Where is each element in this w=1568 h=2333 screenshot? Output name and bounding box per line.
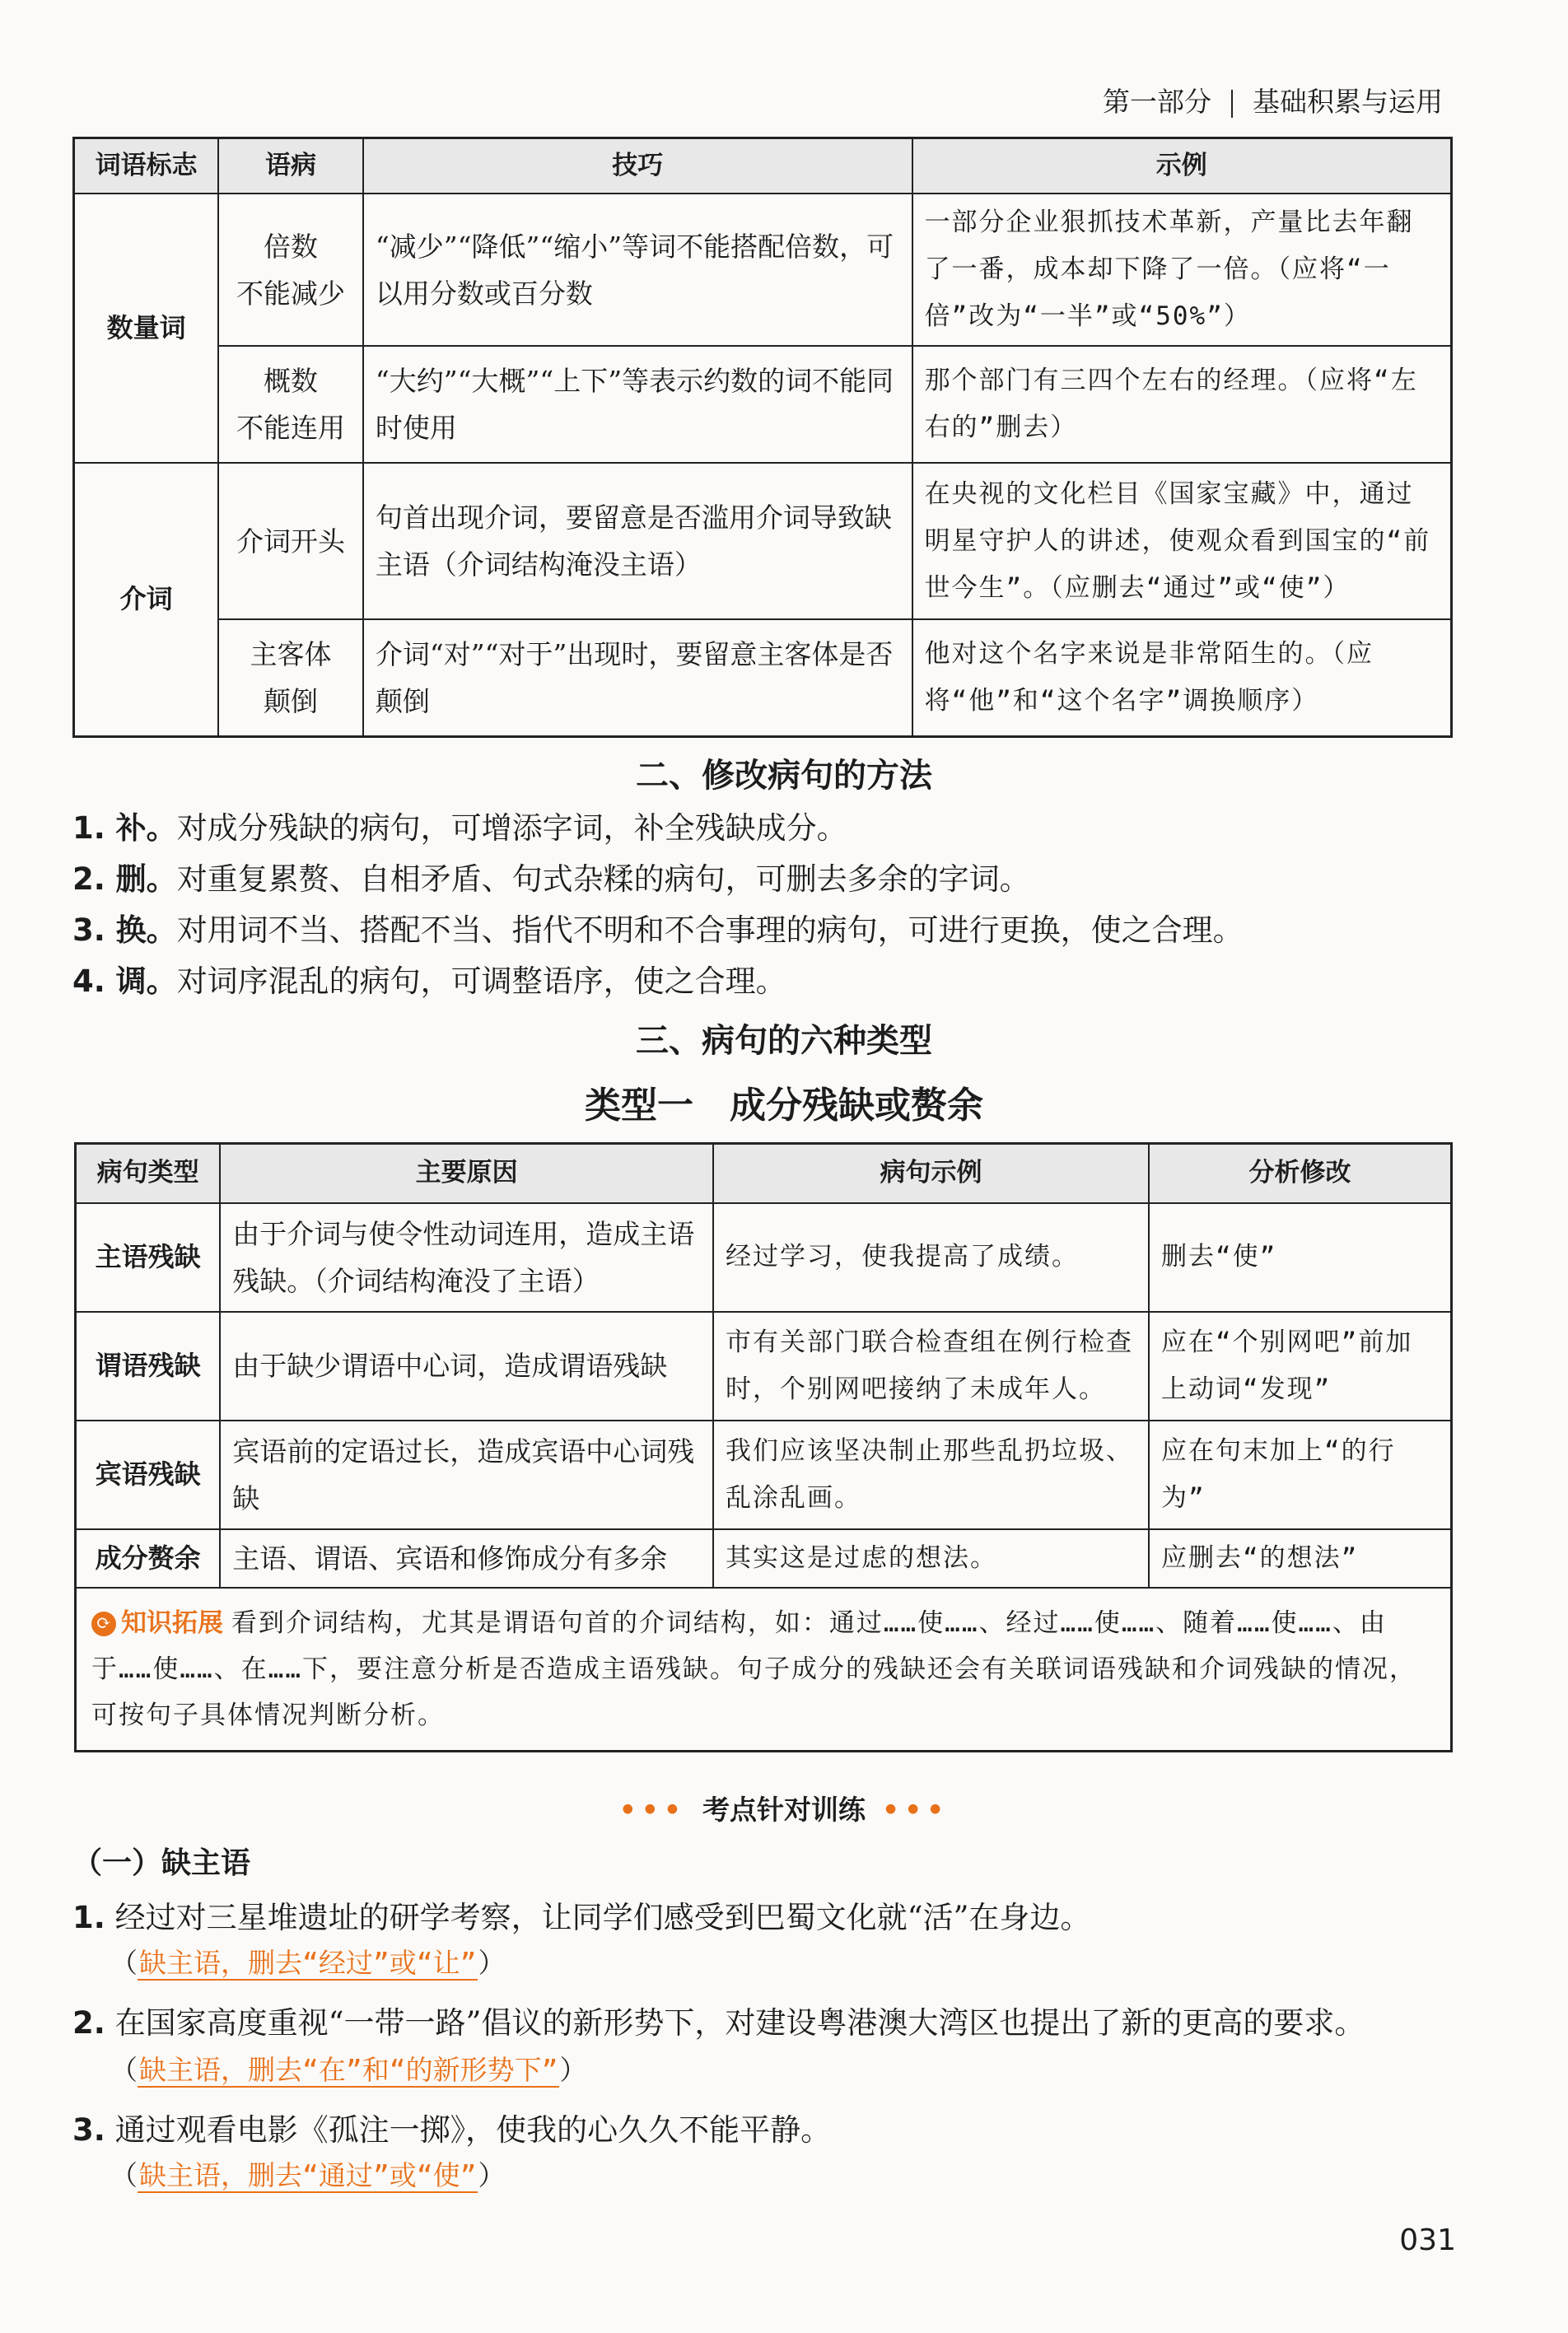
t2-header-fix: 分析修改 (1149, 1144, 1452, 1203)
table-word-markers (72, 137, 1453, 738)
method-4-text: 对词序混乱的病句，可调整语序，使之合理。 (176, 964, 786, 999)
t2-r2-reason: 由于缺少谓语中心词，造成谓语残缺 (220, 1312, 713, 1421)
method-2 (72, 854, 1030, 898)
t2-r3-type: 宾语残缺 (76, 1421, 221, 1529)
method-2-label: 2. 删。 (72, 861, 177, 897)
running-header (1103, 81, 1443, 119)
q1-number: 1. (72, 1900, 105, 1935)
method-4-label: 4. 调。 (72, 964, 177, 999)
t1-header-marker: 词语标志 (74, 138, 219, 194)
t2-r2-type: 谓语残缺 (76, 1312, 221, 1421)
dots-right-icon: ••• (882, 1794, 950, 1826)
method-1 (72, 803, 847, 847)
method-2-text: 对重复累赘、自相矛盾、句式杂糅的病句，可删去多余的字词。 (176, 861, 1030, 897)
t1-r2-technique: “大约”“大概”“上下”等表示约数的词不能同时使用 (363, 346, 912, 463)
type-one-title: 类型一 成分残缺或赘余 (585, 1085, 983, 1127)
q3-text: 通过观看电影《孤注一掷》，使我的心久久不能平静。 (114, 2112, 832, 2148)
practice-title: 考点针对训练 (702, 1794, 866, 1826)
a2-text: 缺主语，删去“在”和“的新形势下” (139, 2054, 558, 2086)
practice-heading (0, 1789, 1568, 1827)
table-sentence-types (74, 1142, 1453, 1752)
q3-number: 3. (72, 2112, 105, 2148)
page-number: 031 (1399, 2223, 1456, 2257)
t1-r2-example: 那个部门有三四个左右的经理。（应将“左右的”删去） (912, 346, 1452, 463)
q1-text: 经过对三星堆遗址的研学考察，让同学们感受到巴蜀文化就“活”在身边。 (114, 1900, 1091, 1935)
t2-r1-fix: 删去“使” (1149, 1203, 1452, 1312)
t1-header-example: 示例 (912, 138, 1452, 194)
answer-3: （缺主语，删去“通过”或“使”） (110, 2159, 506, 2191)
question-1 (72, 1892, 1090, 1937)
t2-header-example: 病句示例 (713, 1144, 1149, 1203)
method-3-label: 3. 换。 (72, 912, 177, 948)
t1-header-error: 语病 (218, 138, 363, 194)
t2-r1-type: 主语残缺 (76, 1203, 221, 1312)
t2-r1-example: 经过学习，使我提高了成绩。 (713, 1203, 1149, 1312)
knowledge-extension (76, 1588, 1452, 1752)
method-4 (72, 956, 786, 1001)
t1-header-technique: 技巧 (363, 138, 912, 194)
method-3-text: 对用词不当、搭配不当、指代不明和不合事理的病句，可进行更换，使之合理。 (176, 912, 1244, 948)
section-title-types: 三、病句的六种类型 (636, 1022, 932, 1060)
extension-text: 看到介词结构，尤其是谓语句首的介词结构，如：通过……使……、经过……使……、随着……使……、由于……使……、在……下，要注意分析是否造成主语残缺。句子成分的残缺还会有关联词语残缺和介词残缺的情况，可按句子具体情况判断分析。 (91, 1607, 1416, 1730)
t2-r4-fix: 应删去“的想法” (1149, 1529, 1452, 1588)
t1-group-numeral: 数量词 (74, 194, 219, 463)
t2-header-type: 病句类型 (76, 1144, 221, 1203)
t2-r4-type: 成分赘余 (76, 1529, 221, 1588)
t1-r2-error: 概数 不能连用 (218, 346, 363, 463)
t1-r3-technique: 句首出现介词，要留意是否滥用介词导致缺主语（介词结构淹没主语） (363, 463, 912, 619)
header-part: 第一部分 (1103, 86, 1211, 118)
t2-r3-fix: 应在句末加上“的行为” (1149, 1421, 1452, 1529)
a3-text: 缺主语，删去“通过”或“使” (139, 2159, 477, 2191)
t2-r4-example: 其实这是过虑的想法。 (713, 1529, 1149, 1588)
q2-number: 2. (72, 2005, 105, 2041)
extension-tag: 知识拓展 (121, 1607, 223, 1638)
method-1-text: 对成分残缺的病句，可增添字词，补全残缺成分。 (176, 810, 847, 846)
method-1-label: 1. 补。 (72, 810, 177, 846)
t1-r1-error: 倍数 不能减少 (218, 194, 363, 346)
dots-left-icon: ••• (618, 1794, 686, 1826)
a1-text: 缺主语，删去“经过”或“让” (139, 1947, 477, 1979)
t1-r3-example: 在央视的文化栏目《国家宝藏》中，通过明星守护人的讲述，使观众看到国宝的“前世今生”。（应删去“通过”或“使”） (912, 463, 1452, 619)
question-3 (72, 2105, 831, 2149)
t2-header-reason: 主要原因 (220, 1144, 713, 1203)
subsection-missing-subject: （一）缺主语 (72, 1846, 251, 1880)
question-2 (72, 1998, 1365, 2042)
t1-group-preposition: 介词 (74, 463, 219, 736)
t2-r2-example: 市有关部门联合检查组在例行检查时，个别网吧接纳了未成年人。 (713, 1312, 1149, 1421)
answer-2: （缺主语，删去“在”和“的新形势下”） (110, 2054, 587, 2086)
t1-r4-error: 主客体 颠倒 (218, 619, 363, 736)
t2-r3-example: 我们应该坚决制止那些乱扔垃圾、乱涂乱画。 (713, 1421, 1149, 1529)
t1-r3-error: 介词开头 (218, 463, 363, 619)
t1-r4-example: 他对这个名字来说是非常陌生的。（应将“他”和“这个名字”调换顺序） (912, 619, 1452, 736)
method-3 (72, 905, 1244, 950)
t1-r1-technique: “减少”“降低”“缩小”等词不能搭配倍数，可以用分数或百分数 (363, 194, 912, 346)
t1-r1-example: 一部分企业狠抓技术革新，产量比去年翻了一番，成本却下降了一倍。（应将“一倍”改为“一半”或“50%”） (912, 194, 1452, 346)
extension-icon: ⟳ (91, 1612, 116, 1636)
t2-r1-reason: 由于介词与使令性动词连用，造成主语残缺。（介词结构淹没了主语） (220, 1203, 713, 1312)
header-title: 基础积累与运用 (1253, 86, 1443, 118)
section-title-methods: 二、修改病句的方法 (636, 757, 932, 795)
header-divider (1231, 90, 1233, 118)
q2-text: 在国家高度重视“一带一路”倡议的新形势下，对建设粤港澳大湾区也提出了新的更高的要求。 (114, 2005, 1365, 2041)
t2-r4-reason: 主语、谓语、宾语和修饰成分有多余 (220, 1529, 713, 1588)
t2-r2-fix: 应在“个别网吧”前加上动词“发现” (1149, 1312, 1452, 1421)
answer-1: （缺主语，删去“经过”或“让”） (110, 1947, 506, 1979)
t2-r3-reason: 宾语前的定语过长，造成宾语中心词残缺 (220, 1421, 713, 1529)
t1-r4-technique: 介词“对”“对于”出现时，要留意主客体是否颠倒 (363, 619, 912, 736)
